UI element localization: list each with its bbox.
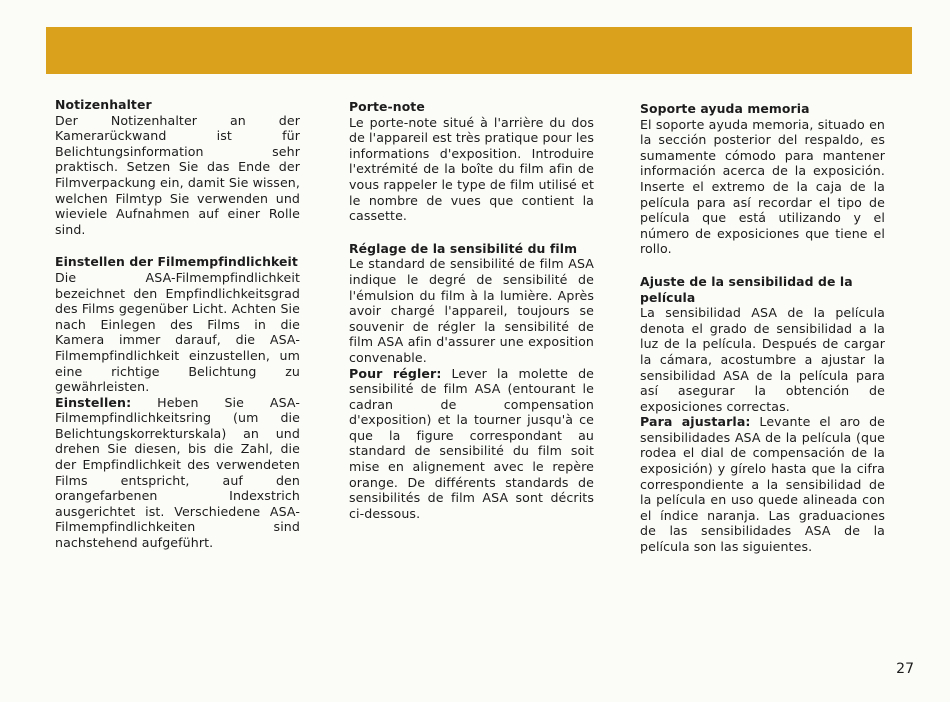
para-ajustarla-runin: Para ajustarla: xyxy=(640,414,751,430)
reglage-heading: Réglage de la sensibilité du film xyxy=(349,240,578,256)
pour-regler-text: Lever la molette de sensibilité de film ASA (entourant le cadran de compensation d'exposition) et la tourner jusqu'à ce que la figure correspondant au standard de sensibilité du film soit mise en alignement avec le repère orange. De différents standards de sensibilités de film ASA sont décrits ci-dessous. xyxy=(349,365,595,521)
pour-regler-paragraph xyxy=(349,366,594,522)
french-column xyxy=(349,99,594,521)
reglage-text: Le standard de sensibilité de film ASA indique le degré de sensibilité de l'émulsion du film à la lumière. Après avoir chargé l'appareil, toujours se souvenir de régler la sensibilité de film ASA afin d'assurer une exposition convenable. xyxy=(349,256,594,365)
para-ajustarla-text: Levante el aro de sensibilidades ASA de la película (que rodea el dial de compensación de la exposición) y gírelo hasta que la cifra correspondiente a la sensibilidad de la película en uso quede alineada con el índice naranja. Las graduaciones de las sensibilidades ASA de la película son las siguientes. xyxy=(640,414,886,555)
ajuste-heading: Ajuste de la sensibilidad de la película xyxy=(640,273,853,305)
notizenhalter-heading: Notizenhalter xyxy=(55,97,152,112)
spanish-column xyxy=(640,101,885,555)
page-number: 27 xyxy=(896,661,914,677)
notizenhalter-text: Der Notizenhalter an der Kamerarückwand ist für Belichtungsinformation sehr praktisch. Setzen Sie das Ende der Filmverpackung ein, damit Sie wissen, welchen Filmtyp Sie verwenden und wieviele Aufnahmen auf einer Rolle sind. xyxy=(55,112,300,237)
orange-header-banner xyxy=(46,27,912,74)
ajuste-text: La sensibilidad ASA de la película denota el grado de sensibilidad a la luz de la película. Después de cargar la cámara, acostumbre a ajustar la sensibilidad ASA de la película para así asegurar la obtención de exposiciones correctas. xyxy=(640,305,885,414)
german-column xyxy=(55,97,300,551)
filmempfindlichkeit-heading: Einstellen der Filmempfindlichkeit xyxy=(55,254,298,270)
porte-note-text: Le porte-note situé à l'arrière du dos de l'appareil est très pratique pour les informations d'exposition. Introduire l'extrémité de la boîte du film afin de vous rappeler le type de film utilisé et le nombre de vues que contient la cassette. xyxy=(349,114,594,224)
einstellen-runin: Einstellen: xyxy=(55,394,132,410)
para-ajustarla-paragraph xyxy=(640,414,885,554)
einstellen-paragraph xyxy=(55,395,300,551)
soporte-heading: Soporte ayuda memoria xyxy=(640,101,810,116)
porte-note-heading: Porte-note xyxy=(349,99,425,114)
soporte-text: El soporte ayuda memoria, situado en la sección posterior del respaldo, es sumamente cómodo para mantener información acerca de la exposición. Inserte el extremo de la caja de la película para así recordar el tipo de película que está utilizando y el número de exposiciones que tiene el rollo. xyxy=(640,116,885,257)
pour-regler-runin: Pour régler: xyxy=(349,365,442,381)
filmempfindlichkeit-text: Die ASA-Filmempfindlichkeit bezeichnet den Empfindlichkeitsgrad des Films gegenüber Licht. Achten Sie nach Einlegen des Films in die Kamera immer darauf, die ASA-Filmempfindlichkeit einzustellen, um eine richtige Belichtung zu gewährleisten. xyxy=(55,269,300,395)
einstellen-text: Heben Sie ASA-Filmempfindlichkeitsring (um die Belichtungskorrekturskala) an und drehen Sie diesen, bis die Zahl, die der Empfindlichkeit des verwendeten Films entspricht, auf den orangefarbenen Indexstrich ausgerichtet ist. Verschiedene ASA-Filmempfindlichkeiten sind nachstehend aufgeführt. xyxy=(55,394,300,551)
